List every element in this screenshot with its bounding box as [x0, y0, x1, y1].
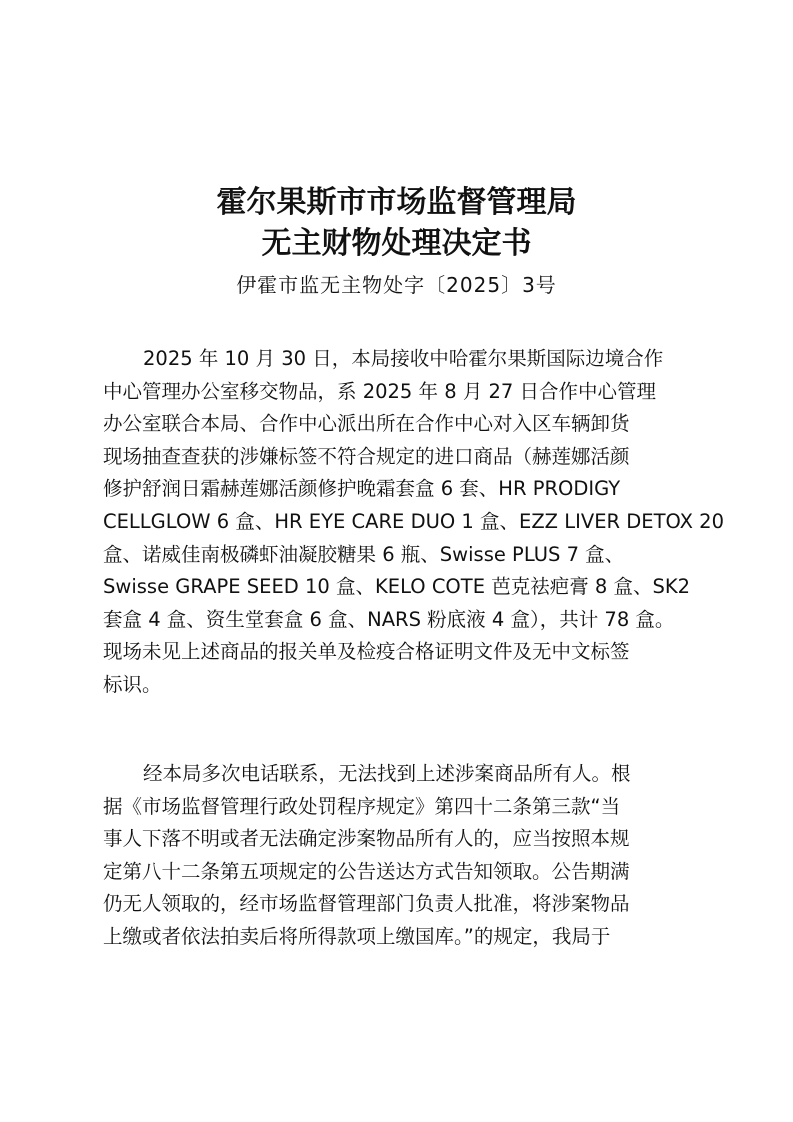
paragraph-2 [103, 758, 703, 954]
paragraph-line: 中心管理办公室移交物品，系 2025 年 8 月 27 日合作中心管理 [103, 379, 657, 403]
paragraph-line: 定第八十二条第五项规定的公告送达方式告知领取。公告期满 [103, 859, 630, 883]
document-title-line-2: 无主财物处理决定书 [261, 226, 532, 261]
paragraph-line: 仍无人领取的，经市场监督管理部门负责人批准，将涉案物品 [103, 892, 630, 916]
paragraph-line: 办公室联合本局、合作中心派出所在合作中心对入区车辆卸货 [103, 412, 630, 436]
document-number: 伊霍市监无主物处字〔2025〕3号 [236, 273, 557, 297]
paragraph-line: 修护舒润日霜赫莲娜活颜修护晚霜套盒 6 套、HR PRODIGY [103, 477, 621, 501]
paragraph-line: 事人下落不明或者无法确定涉案物品所有人的，应当按照本规 [103, 827, 630, 851]
paragraph-line: Swisse GRAPE SEED 10 盒、KELO COTE 芭克祛疤膏 8 盒、SK2 [103, 575, 691, 599]
paragraph-line: 上缴或者依法拍卖后将所得款项上缴国库。”的规定，我局于 [103, 924, 611, 948]
paragraph-line: 据《市场监督管理行政处罚程序规定》第四十二条第三款“当 [103, 794, 621, 818]
paragraph-line: 套盒 4 盒、资生堂套盒 6 盒、NARS 粉底液 4 盒），共计 78 盒。 [103, 607, 675, 631]
paragraph-line: 现场抽查查获的涉嫌标签不符合规定的进口商品（赫莲娜活颜 [103, 444, 630, 468]
paragraph-line: 现场未见上述商品的报关单及检疫合格证明文件及无中文标签 [103, 640, 630, 664]
paragraph-line: 标识。 [103, 672, 162, 696]
paragraph-1 [103, 343, 724, 702]
document-title-line-1: 霍尔果斯市市场监督管理局 [216, 185, 577, 220]
paragraph-line: CELLGLOW 6 盒、HR EYE CARE DUO 1 盒、EZZ LIVER DETOX 20 [103, 509, 724, 533]
paragraph-line: 2025 年 10 月 30 日，本局接收中哈霍尔果斯国际边境合作 [143, 347, 664, 370]
paragraph-line: 经本局多次电话联系，无法找到上述涉案商品所有人。根 [143, 762, 631, 785]
paragraph-line: 盒、诺威佳南极磷虾油凝胶糖果 6 瓶、Swisse PLUS 7 盒、 [103, 542, 625, 566]
